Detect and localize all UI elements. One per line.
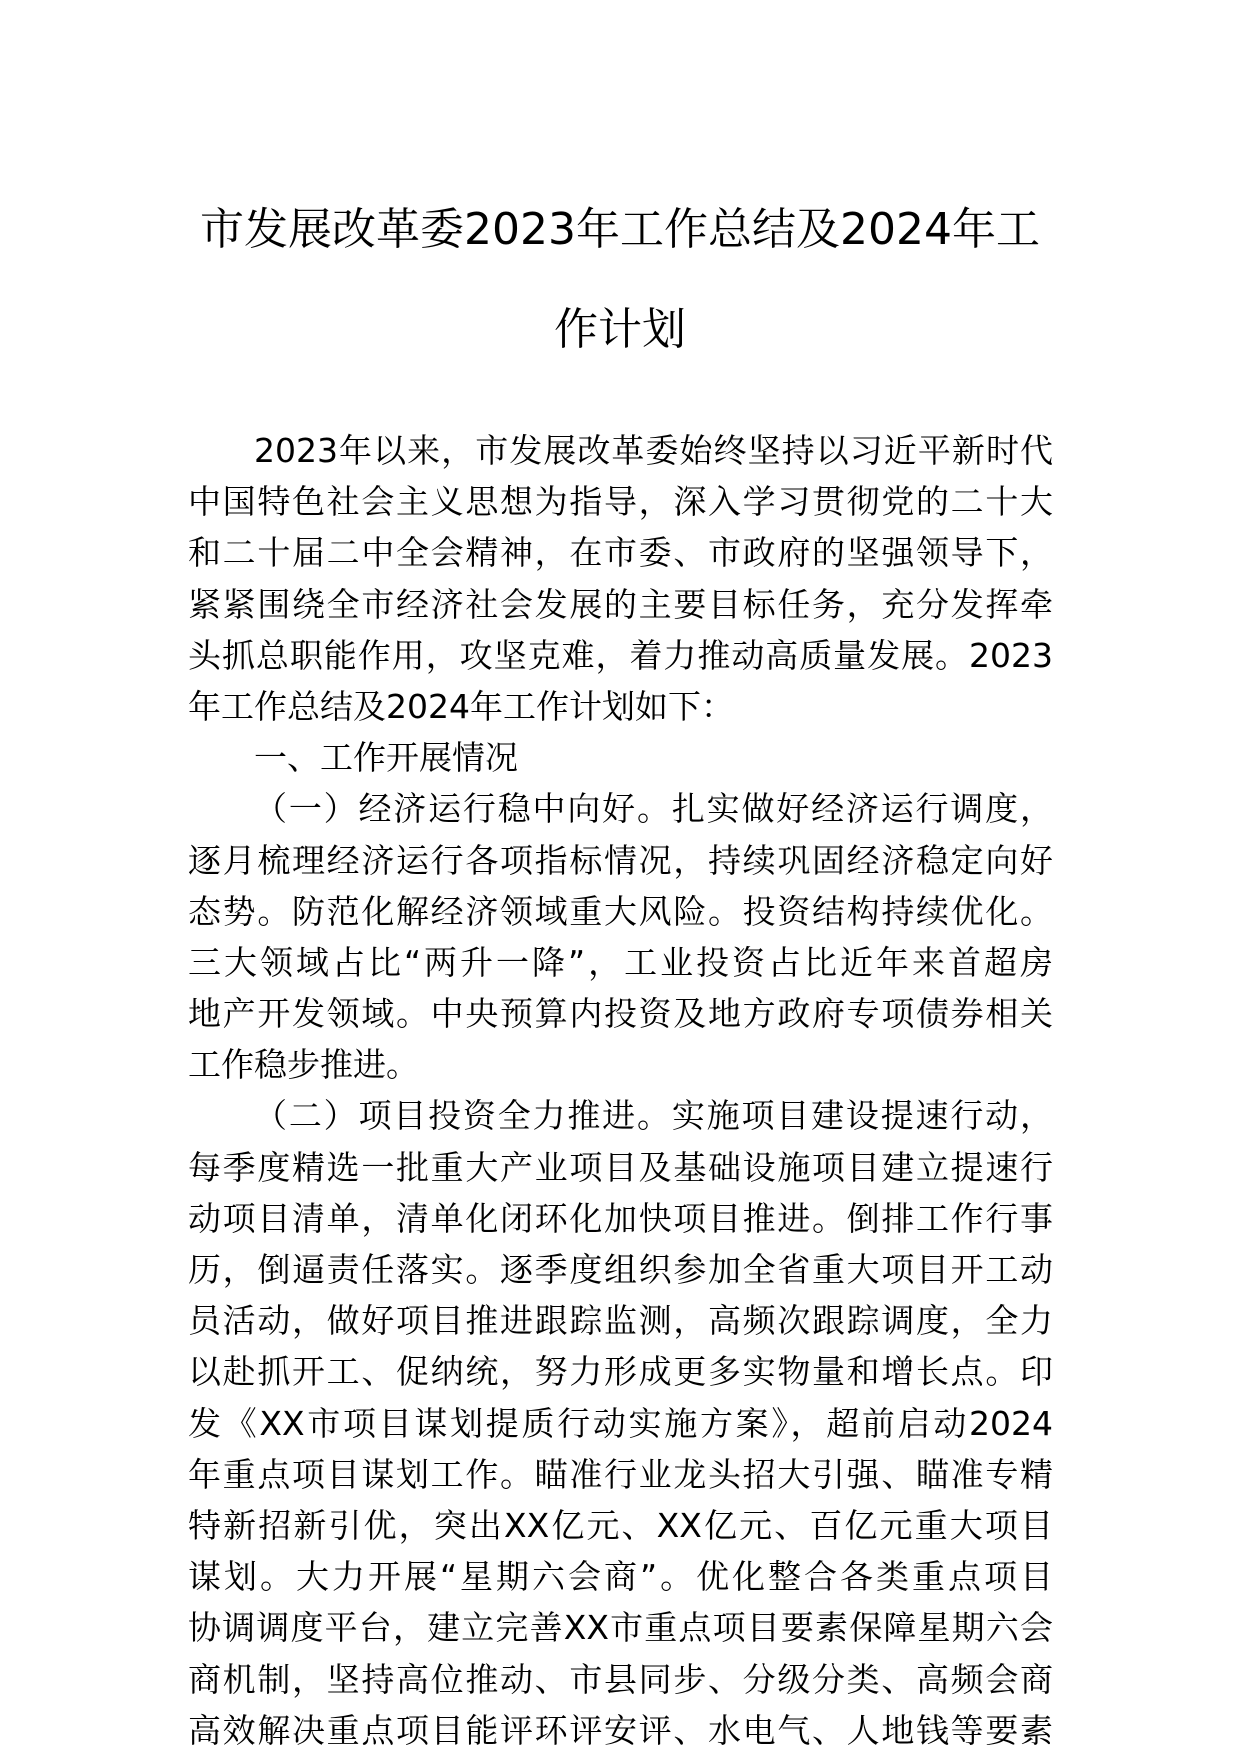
- body-line: 年工作总结及2024年工作计划如下：: [188, 686, 734, 726]
- body-line: 商机制，坚持高位推动、市县同步、分级分类、高频会商: [188, 1659, 1053, 1699]
- body-line: 头抓总职能作用，攻坚克难，着力推动高质量发展。2023: [188, 635, 1053, 675]
- body-line: 一、工作开展情况: [254, 738, 518, 778]
- body-line: 特新招新引优，突出XX亿元、XX亿元、百亿元重大项目: [188, 1505, 1053, 1545]
- body-line: 年重点项目谋划工作。瞄准行业龙头招大引强、瞄准专精: [188, 1454, 1053, 1494]
- body-line: 2023年以来，市发展改革委始终坚持以习近平新时代: [254, 431, 1053, 470]
- body-line: 工作稳步推进。: [188, 1045, 419, 1085]
- body-line: 发《XX市项目谋划提质行动实施方案》，超前启动2024: [188, 1403, 1053, 1443]
- document-body: [188, 425, 1053, 1756]
- body-line: 高效解决重点项目能评环评安评、水电气、人地钱等要素: [188, 1710, 1053, 1750]
- body-line: 紧紧围绕全市经济社会发展的主要目标任务，充分发挥牵: [188, 584, 1053, 624]
- body-line: （二）项目投资全力推进。实施项目建设提速行动，: [254, 1096, 1053, 1136]
- body-line: 谋划。大力开展“星期六会商”。优化整合各类重点项目: [188, 1557, 1053, 1597]
- body-line: 以赴抓开工、促纳统，努力形成更多实物量和增长点。印: [188, 1352, 1053, 1392]
- body-line: 历，倒逼责任落实。逐季度组织参加全省重大项目开工动: [188, 1250, 1053, 1289]
- body-line: 动项目清单，清单化闭环化加快项目推进。倒排工作行事: [188, 1198, 1053, 1238]
- body-line: 三大领域占比“两升一降”，工业投资占比近年来首超房: [188, 942, 1053, 982]
- title-line-2: 作计划: [554, 304, 686, 355]
- body-line: （一）经济运行稳中向好。扎实做好经济运行调度，: [254, 789, 1053, 829]
- document-title: [150, 180, 1090, 380]
- title-line-1: 市发展改革委2023年工作总结及2024年工: [200, 204, 1040, 255]
- body-line: 地产开发领域。中央预算内投资及地方政府专项债券相关: [188, 994, 1053, 1034]
- body-line: 态势。防范化解经济领域重大风险。投资结构持续优化。: [188, 891, 1053, 931]
- body-line: 中国特色社会主义思想为指导，深入学习贯彻党的二十大: [188, 482, 1053, 522]
- body-line: 和二十届二中全会精神，在市委、市政府的坚强领导下，: [188, 533, 1053, 573]
- body-line: 逐月梳理经济运行各项指标情况，持续巩固经济稳定向好: [188, 840, 1053, 880]
- body-line: 员活动，做好项目推进跟踪监测，高频次跟踪调度，全力: [188, 1301, 1053, 1341]
- body-line: 每季度精选一批重大产业项目及基础设施项目建立提速行: [188, 1147, 1053, 1187]
- body-line: 协调调度平台，建立完善XX市重点项目要素保障星期六会: [188, 1608, 1053, 1648]
